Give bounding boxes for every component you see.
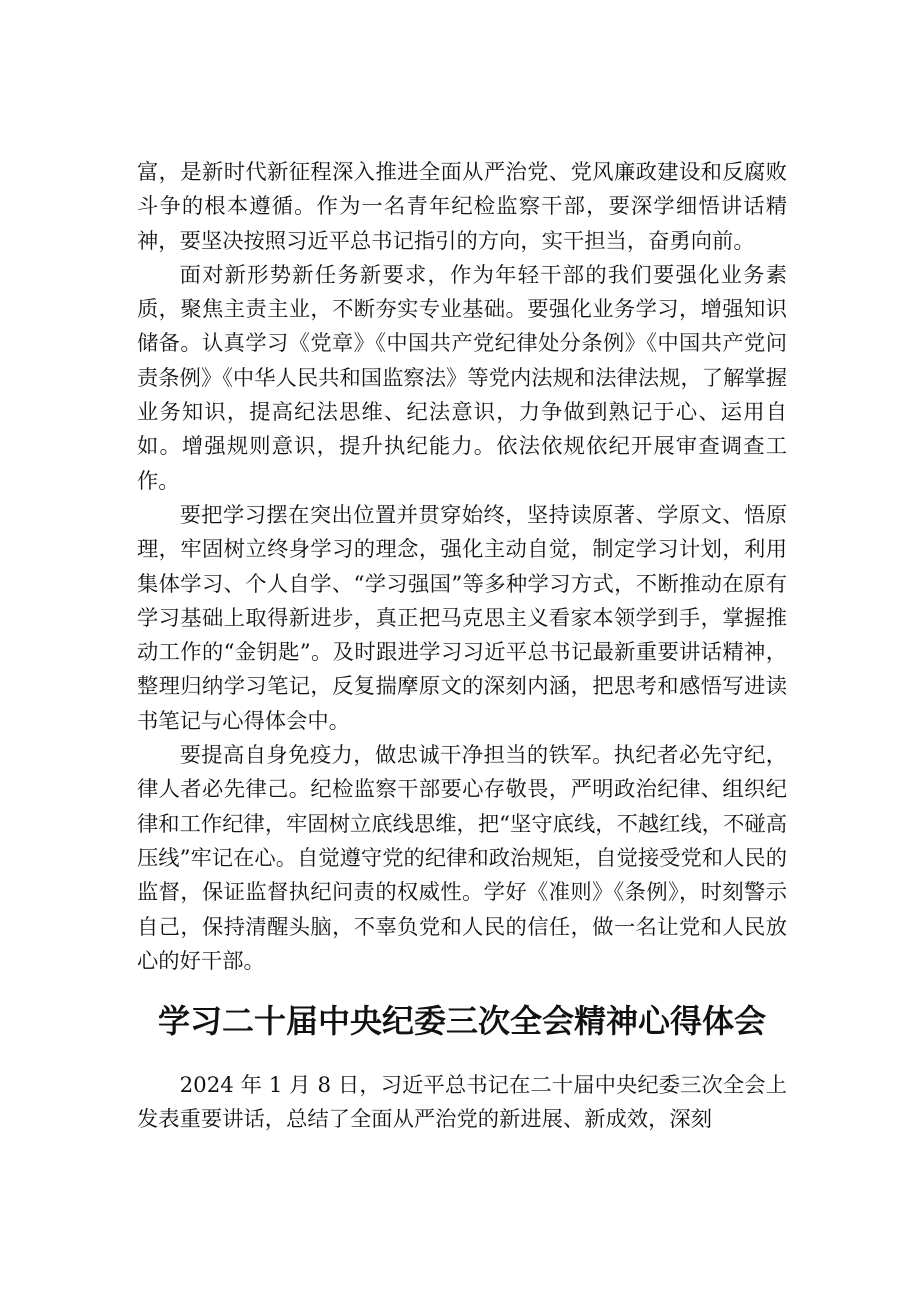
paragraph-business-study: 面对新形势新任务新要求，作为年轻干部的我们要强化业务素质，聚焦主责主业，不断夯实专业基础。要强化业务学习，增强知识储备。认真学习《党章》《中国共产党纪律处分条例》《中国共产党问责条例》《中华人民共和国监察法》等党内法规和法律法规，了解掌握业务知识，提高纪法思维、纪法意识，力争做到熟记于心、运用自如。增强规则意识，提升执纪能力。依法依规依纪开展审查调查工作。 bbox=[137, 262, 787, 494]
paragraph-discipline: 要提高自身免疫力，做忠诚干净担当的铁军。执纪者必先守纪，律人者必先律己。纪检监察干部要心存敬畏，严明政治纪律、组织纪律和工作纪律，牢固树立底线思维，把“坚守底线，不越红线，不碰高压线”牢记在心。自觉遵守党的纪律和政治规矩，自觉接受党和人民的监督，保证监督执纪问责的权威性。学好《准则》《条例》，时刻警示自己，保持清醒头脑，不辜负党和人民的信任，做一名让党和人民放心的好干部。 bbox=[137, 743, 787, 974]
section-body bbox=[137, 1069, 787, 1138]
section-title: 学习二十届中央纪委三次全会精神心得体会 bbox=[157, 1002, 766, 1040]
section-paragraph: 2024 年 1 月 8 日，习近平总书记在二十届中央纪委三次全会上发表重要讲话，总结了全面从严治党的新进展、新成效，深刻 bbox=[137, 1073, 787, 1133]
paragraph-learning: 要把学习摆在突出位置并贯穿始终，坚持读原著、学原文、悟原理，牢固树立终身学习的理念，强化主动自觉，制定学习计划，利用集体学习、个人自学、“学习强国”等多种学习方式，不断推动在原有学习基础上取得新进步，真正把马克思主义看家本领学到手，掌握推动工作的“金钥匙”。及时跟进学习习近平总书记最新重要讲话精神，整理归纳学习笔记，反复揣摩原文的深刻内涵，把思考和感悟写进读书笔记与心得体会中。 bbox=[137, 502, 787, 734]
document-body bbox=[137, 156, 787, 979]
continued-paragraph: 富，是新时代新征程深入推进全面从严治党、党风廉政建设和反腐败斗争的根本遵循。作为一名青年纪检监察干部，要深学细悟讲话精神，要坚决按照习近平总书记指引的方向，实干担当，奋勇向前。 bbox=[137, 160, 787, 254]
